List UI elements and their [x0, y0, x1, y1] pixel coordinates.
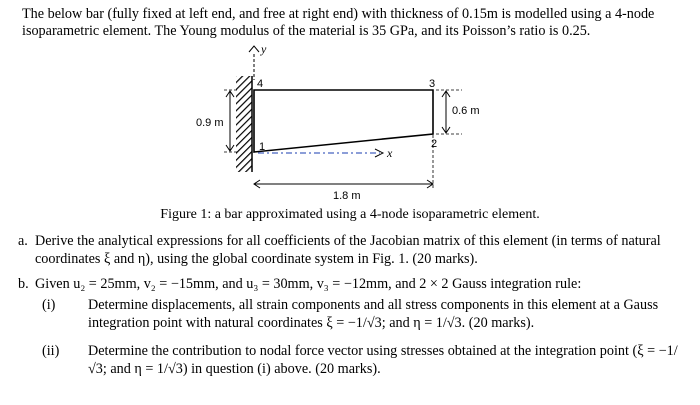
- bar-element-figure: [0, 42, 700, 202]
- bar-element-outline: [254, 90, 433, 152]
- y-axis-arrowhead: [249, 46, 259, 52]
- figure-caption: Figure 1: a bar approximated using a 4-node isoparametric element.: [160, 207, 540, 222]
- left-height-label: 0.9 m: [196, 117, 224, 129]
- question-b-text: Given u₂ = 25mm, v₂ = −15mm, and u₃ = 30mm, v₃ = −12mm, and 2 × 2 Gauss integration rule:: [35, 276, 582, 292]
- question-a: [18, 232, 690, 268]
- fixed-support-hatch: [236, 76, 252, 172]
- problem-intro: The below bar (fully fixed at left end, and free at right end) with thickness of 0.15m is modelled using a 4-node isoparametric element. The Young modulus of the material is 35 GPa, and its Poisson’s ratio is 0.25.: [22, 6, 655, 39]
- question-b-ii-marker: (ii): [42, 343, 60, 359]
- question-b-ii-text: Determine the contribution to nodal force vector using stresses obtained at the integration point (ξ = −1/√3; and η = 1/√3) in question (i) above. (20 marks).: [88, 343, 678, 377]
- x-axis-label: x: [387, 146, 393, 160]
- question-b: [18, 275, 690, 293]
- question-b-i: [42, 296, 690, 332]
- right-height-label: 0.6 m: [452, 105, 480, 117]
- question-b-marker: b.: [18, 276, 29, 292]
- node-4-label: 4: [257, 78, 264, 90]
- question-b-ii: [42, 342, 690, 378]
- y-axis-label: y: [261, 42, 267, 56]
- node-3-label: 3: [429, 78, 436, 90]
- question-a-text: Derive the analytical expressions for all coefficients of the Jacobian matrix of this element (in terms of natural coordinates ξ and η), using the global coordinate system in Fig. 1. (20 marks).: [35, 233, 661, 267]
- node-1-label: 1: [259, 141, 266, 153]
- question-a-marker: a.: [18, 233, 28, 249]
- question-b-i-text: Determine displacements, all strain components and all stress components in this element at a Gauss integration point with natural coordinates ξ = −1/√3; and η = 1/√3. (20 marks).: [88, 297, 659, 331]
- node-2-label: 2: [431, 138, 438, 150]
- length-label: 1.8 m: [333, 190, 361, 202]
- question-b-i-marker: (i): [42, 297, 56, 313]
